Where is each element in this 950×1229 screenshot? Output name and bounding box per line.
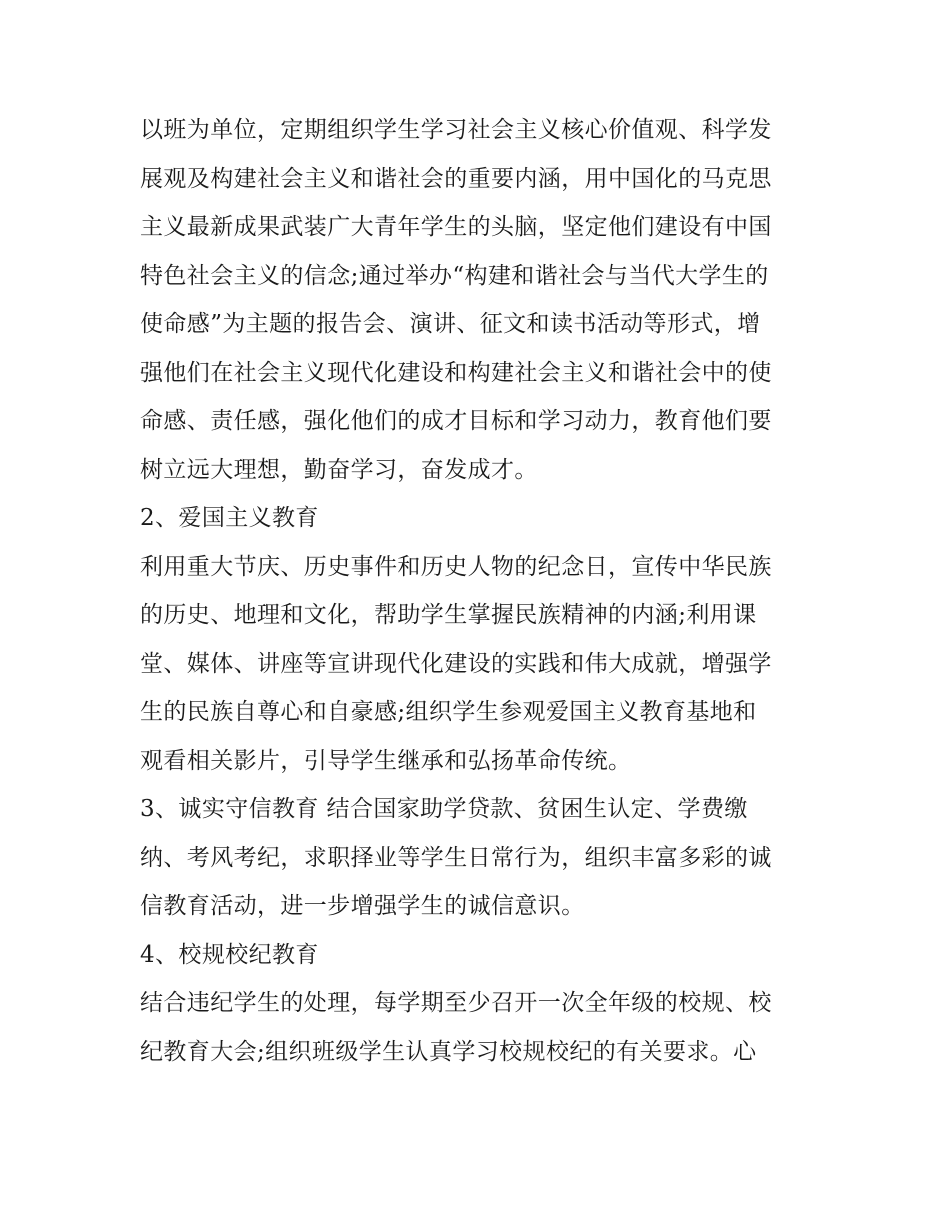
text-line: 利用重大节庆、历史事件和历史人物的纪念日，宣传中华民族 (140, 553, 772, 580)
text-line: 强他们在社会主义现代化建设和构建社会主义和谐社会中的使 (140, 359, 772, 386)
text-line: 树立远大理想，勤奋学习，奋发成才。 (140, 456, 538, 483)
text-line: 命感、责任感，强化他们的成才目标和学习动力，教育他们要 (140, 408, 772, 434)
document-body (140, 106, 812, 1076)
text-line: 纪教育大会;组织班级学生认真学习校规校纪的有关要求。心 (140, 1038, 757, 1065)
text-line: 的历史、地理和文化，帮助学生掌握民族精神的内涵;利用课 (140, 602, 757, 628)
text-line: 使命感”为主题的报告会、演讲、征文和读书活动等形式，增 (140, 311, 761, 337)
text-line: 结合违纪学生的处理，每学期至少召开一次全年级的校规、校 (140, 990, 772, 1016)
text-line: 展观及构建社会主义和谐社会的重要内涵，用中国化的马克思 (140, 165, 772, 192)
text-line: 观看相关影片，引导学生继承和弘扬革命传统。 (140, 747, 632, 774)
section-heading: 2、爱国主义教育 (140, 505, 319, 531)
text-line: 以班为单位，定期组织学生学习社会主义核心价值观、科学发 (140, 117, 772, 143)
text-line: 信教育活动，进一步增强学生的诚信意识。 (140, 893, 585, 919)
text-line: 特色社会主义的信念;通过举办“构建和谐社会与当代大学生的 (140, 262, 769, 289)
text-line: 堂、媒体、讲座等宣讲现代化建设的实践和伟大成就，增强学 (140, 650, 772, 677)
section-heading: 3、诚实守信教育 结合国家助学贷款、贫困生认定、学费缴 (140, 796, 748, 822)
text-line: 生的民族自尊心和自豪感;组织学生参观爱国主义教育基地和 (140, 699, 757, 725)
section-heading: 4、校规校纪教育 (140, 941, 319, 968)
text-line: 纳、考风考纪，求职择业等学生日常行为，组织丰富多彩的诚 (140, 844, 772, 871)
text-line: 主义最新成果武装广大青年学生的头脑，坚定他们建设有中国 (140, 214, 772, 240)
